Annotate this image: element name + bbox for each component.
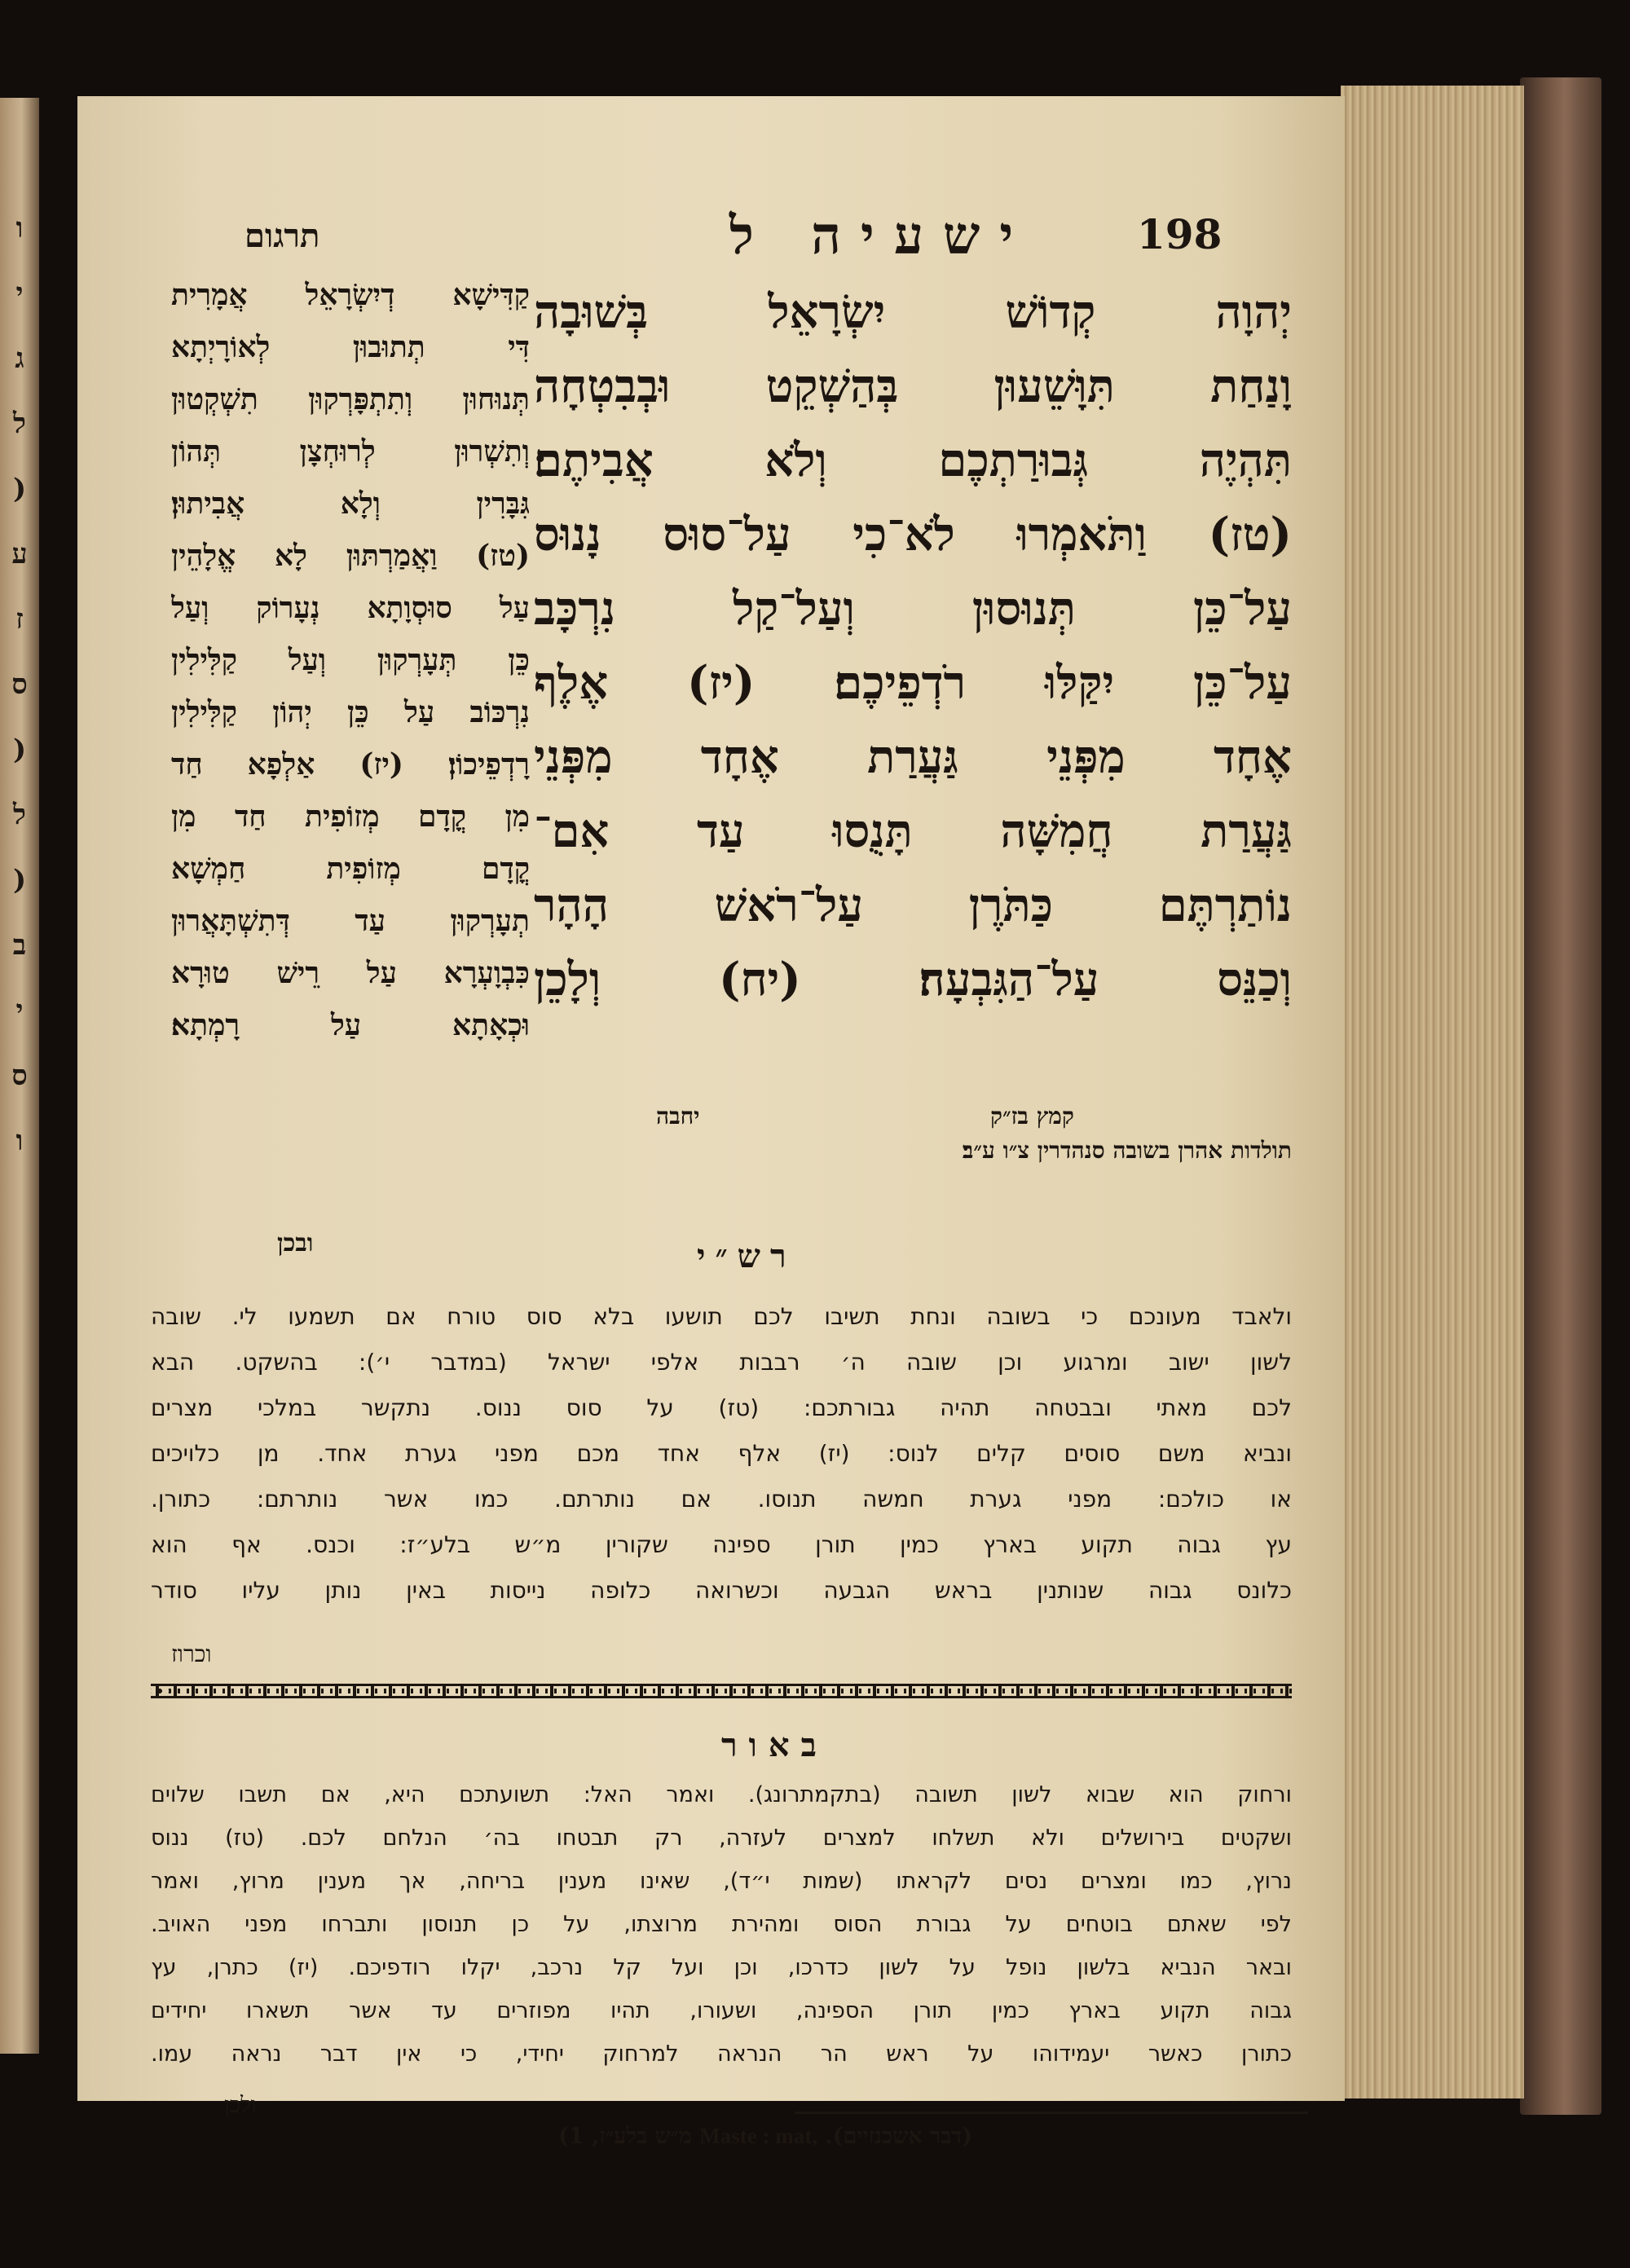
facing-page-glyph: י xyxy=(15,277,24,310)
facing-page-glyph: ס xyxy=(11,1059,28,1092)
rashi-line: ולאבד מעונכם כי בשובה ונחת תשיבו לכם תושעו בלא סוס טורח אם תשמעו לי. שובה xyxy=(151,1303,1292,1330)
scripture-text xyxy=(534,275,1292,1017)
targum-line: (טז) וַאֲמַרְתּוּן לָא אֱלָהֵין xyxy=(171,539,530,573)
targum-line: עַל סוּסְוָתָא נְעָרוֹק וְעַל xyxy=(171,591,530,625)
targum-line: תְעָרְקוּן עַד דְּתִשְׁתָּאֲרוּן xyxy=(171,904,530,938)
beur-commentary xyxy=(151,1773,1292,2076)
facing-page-glyph: ( xyxy=(12,864,27,896)
page-number: 198 xyxy=(1137,210,1222,258)
rashi-line: או כולכם: מפני גערת חמשה תנוסו. אם נותרתם. כמו אשר נותרתם: כתורן. xyxy=(151,1486,1292,1513)
footnote-number: 1) xyxy=(558,2124,584,2149)
scripture-line: תִּהְיֶה גְּבוּרַתְכֶם וְלֹא אֲבִיתֶם׃ xyxy=(534,434,1292,487)
scripture-line: וָנַחַת תִּוָּשֵׁעוּן בְּהַשְׁקֵט וּבְבִטְחָה xyxy=(534,359,1292,413)
scripture-line: עַל־כֵּן תְּנוּסוּן וְעַל־קַל נִרְכָּב xyxy=(534,582,1292,636)
facing-page-glyph: ו xyxy=(15,212,24,244)
facing-page-glyph: י xyxy=(15,994,24,1027)
facing-page-glyph: ס xyxy=(11,668,28,701)
previous-page-edge xyxy=(0,98,39,2054)
scripture-line: עַל־כֵּן יִקַּלּוּ רֹדְפֵיכֶם׃ (יז) אֶלֶף xyxy=(534,656,1292,710)
targum-catchword: ובכן xyxy=(277,1229,314,1257)
scripture-line: (טז) וַתֹּאמְרוּ לֹא־כִי עַל־סוּס נָנוּס xyxy=(534,508,1292,561)
facing-page-glyph: ב xyxy=(12,929,27,962)
beur-line: ובאר הנביא בלשון נופל על לשון כדרכו, וכן ועל קל נרכב, יקלו רודפיכם. (יז) כתרן, עץ xyxy=(151,1955,1292,1980)
beur-heading: באור xyxy=(721,1726,828,1764)
facing-page-glyph: ז xyxy=(15,603,24,636)
rashi-line: כלונס גבוה שנותנין בראש הגבעה וכשרואה כלופה נייסות באין נותן עליו סודר xyxy=(151,1577,1292,1604)
rashi-commentary xyxy=(151,1294,1292,1614)
beur-line: גבוה תקוע בארץ כמין תורן הספינה, ושעורו, תהיו מפוזרים עד אשר תשארו יחידים xyxy=(151,1998,1292,2024)
rashi-line: לשון ישוב ומרגוע וכן שובה ה׳ רבבות אלפי ישראל (במדבר י׳): בהשקט. הבא xyxy=(151,1349,1292,1376)
scripture-line: וְכַנֵּס עַל־הַגִּבְעָה׃ (יח) וְלָכֵן xyxy=(534,953,1292,1006)
footnote-text: מ״ש בלע״ז, xyxy=(591,2124,692,2149)
beur-catchword: ולכן xyxy=(224,2093,257,2118)
facing-page-glyph: ל xyxy=(13,799,26,831)
targum-line: קֳדָם מְזוֹפִית חַמְשָׁא xyxy=(171,852,530,886)
rashi-line: ונביא משם סוסים קלים לנוס: (יז) אלף אחד מכם מפני גערת אחד. מן כלויכים xyxy=(151,1440,1292,1467)
targum-line: וּכְאָתָא עַל רָמְתָא׃ xyxy=(171,1008,530,1042)
book-cover-edge xyxy=(1520,77,1601,2115)
beur-line: לפי שאתם בוטחים על גבורת הסוס ומהירת מרוצתו, על כן תנוסון ותברחו מפני האויב. xyxy=(151,1912,1292,1937)
footnote-text: (דבר אשכנזיים). xyxy=(825,2124,972,2149)
targum-line: כֵּן תְּעָרְקוּן וְעַל קַלִּילִין xyxy=(171,643,530,677)
facing-page-glyph: ע xyxy=(11,538,28,570)
book-title: ישעיה ל xyxy=(729,205,1033,266)
targum-line: מִן קֳדָם מְזוֹפִית חַד מִן xyxy=(171,799,530,834)
footnote-latin: Maste : mat, xyxy=(699,2124,817,2148)
footnote xyxy=(558,2124,1308,2149)
targum-line: וְתִשְׁרוּן לְרוּחְצָן תְּהוֹן xyxy=(171,434,530,469)
targum-line: תְּנוּחוּן וְתִתְפָּרְקוּן תִשְׁקְטוּן xyxy=(171,382,530,416)
masora-note: תולדות אהרן בשובה סנהדרין צ״ו ע״ב׃ xyxy=(962,1137,1292,1164)
targum-line: כִּבְוָעְרָא עַל רֵישׁ טוּרָא xyxy=(171,956,530,990)
rashi-catchword: וכרוז xyxy=(171,1640,212,1667)
targum-line: גִּבָּרִין וְלָא אֲבִיתוּן׃ xyxy=(171,487,530,521)
page-stack-edges xyxy=(1341,86,1524,2098)
ornamental-divider xyxy=(151,1684,1292,1698)
facing-page-glyph: ( xyxy=(12,733,27,766)
scripture-line: נוֹתַרְתֶּם כַּתֹּרֶן עַל־רֹאשׁ הָהָר xyxy=(534,879,1292,932)
beur-line: נרוץ, כמו ומצרים נסים לקראתו (שמות י״ד), שאינו מענין בריחה, אך מענין מרוץ, ואמר xyxy=(151,1869,1292,1894)
rashi-heading: רש״י xyxy=(697,1237,796,1275)
scripture-line: גַּעֲרַת חֲמִשָּׁה תָּנֻסוּ עַד אִם־ xyxy=(534,804,1292,858)
targum-text xyxy=(171,269,530,1051)
scripture-line: אֶחָד מִפְּנֵי גַּעֲרַת אֶחָד מִפְּנֵי xyxy=(534,730,1292,784)
targum-line: נִרְכּוֹב עַל כֵּן יְהוֹן קַלִּילִין xyxy=(171,695,530,729)
beur-line: ושקטים בירושלים ולא תשלחו למצרים לעזרה, רק תבטחו בה׳ הנלחם לכם. (טז) ננוס xyxy=(151,1825,1292,1851)
masora-note: יחבה xyxy=(656,1103,700,1130)
footnote-rule xyxy=(795,2112,1308,2114)
beur-line: כתורן כאשר יעמידוהו על ראש הר הנראה למרחוק יחידי, כי אין דבר נראה עמו. xyxy=(151,2041,1292,2067)
rashi-line: עץ גבוה תקוע בארץ כמין תורן ספינה שקורין מ״ש בלע״ז: וכנס. אף הוא xyxy=(151,1531,1292,1558)
facing-page-glyph: ל xyxy=(13,407,26,440)
facing-page-glyph: ג xyxy=(15,342,24,375)
targum-label: תרגום xyxy=(244,217,320,255)
masora-note: קמץ בז״ק xyxy=(990,1103,1074,1130)
rashi-line: לכם מאתי ובבטחה תהיה גבורתכם: (טז) על סוס ננוס. נתקשר במלכי מצרים xyxy=(151,1394,1292,1421)
facing-page-glyph: ו xyxy=(15,1125,24,1157)
beur-line: ורחוק הוא שבוא לשון תשובה (בתקמתרונג). ואמר האל: תשועתכם היא, אם תשבו שלוים xyxy=(151,1782,1292,1808)
targum-line: קַדִּישָׁא דְיִשְׂרָאֵל אֲמָרִית xyxy=(171,278,530,312)
targum-line: רָדְפֵיכוֹן׃ (יז) אַלְפָא חַד xyxy=(171,747,530,782)
facing-page-glyph: ( xyxy=(12,473,27,505)
scripture-line: יְהוָה קְדוֹשׁ יִשְׂרָאֵל בְּשׁוּבָה xyxy=(534,285,1292,339)
book-page xyxy=(77,96,1345,2149)
targum-line: דִּי תְתוּבוּן לְאוֹרָיְתָא xyxy=(171,330,530,364)
